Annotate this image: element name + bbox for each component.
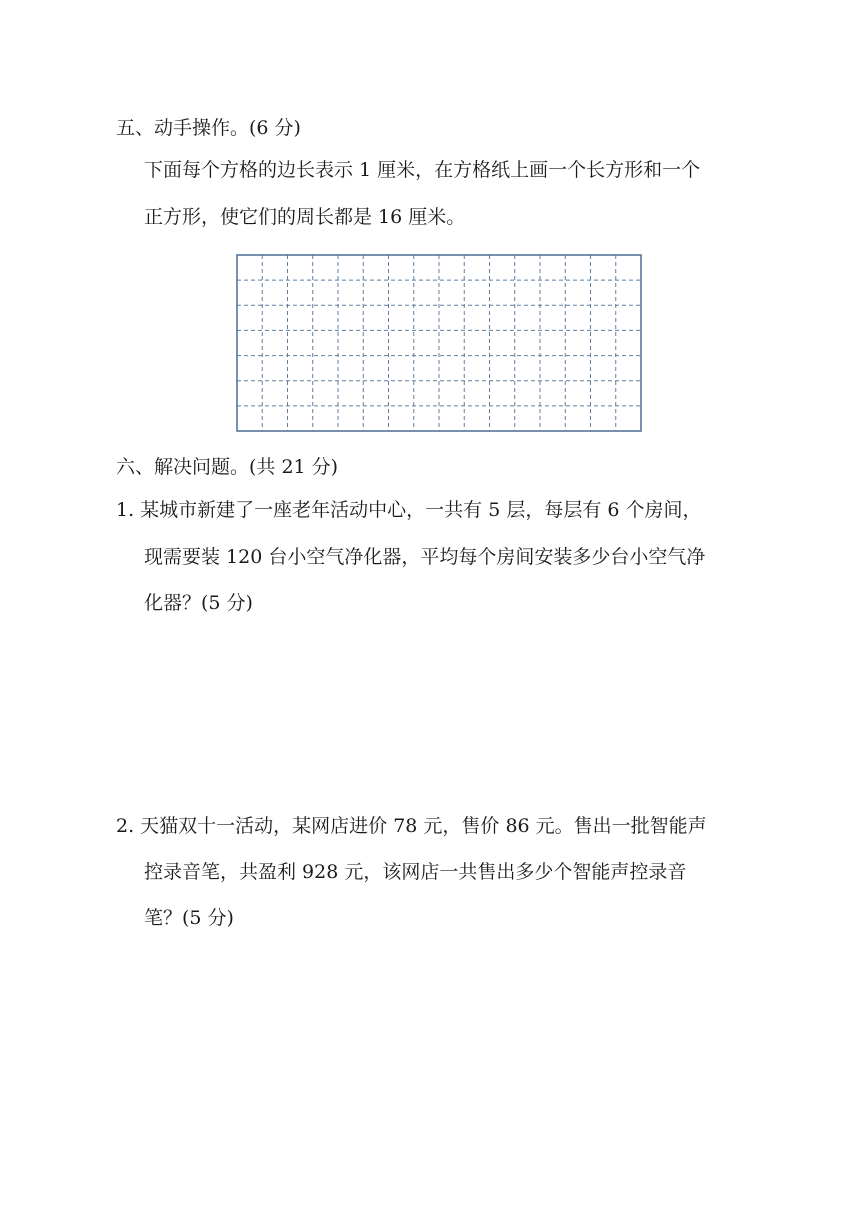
section-5-instruction-line-2: 正方形，使它们的周长都是 16 厘米。 [144, 206, 466, 228]
section-6-heading: 六、解决问题。(共 21 分) [116, 456, 339, 478]
question-2-line-3: 笔？(5 分) [144, 907, 234, 929]
question-2-line-2: 控录音笔，共盈利 928 元，该网店一共售出多少个智能声控录音 [144, 861, 687, 883]
question-2-line-1: 2. 天猫双十一活动，某网店进价 78 元，售价 86 元。售出一批智能声 [116, 815, 707, 837]
square-grid-paper[interactable] [236, 254, 642, 432]
section-5-instruction-line-1: 下面每个方格的边长表示 1 厘米，在方格纸上画一个长方形和一个 [144, 159, 701, 181]
section-5-heading: 五、动手操作。(6 分) [116, 117, 301, 139]
question-1-line-3: 化器？(5 分) [144, 592, 253, 614]
question-1-line-1: 1. 某城市新建了一座老年活动中心，一共有 5 层，每层有 6 个房间， [116, 499, 702, 521]
grid-drawing[interactable] [236, 254, 642, 432]
question-1-line-2: 现需要装 120 台小空气净化器，平均每个房间安装多少台小空气净 [144, 546, 706, 568]
